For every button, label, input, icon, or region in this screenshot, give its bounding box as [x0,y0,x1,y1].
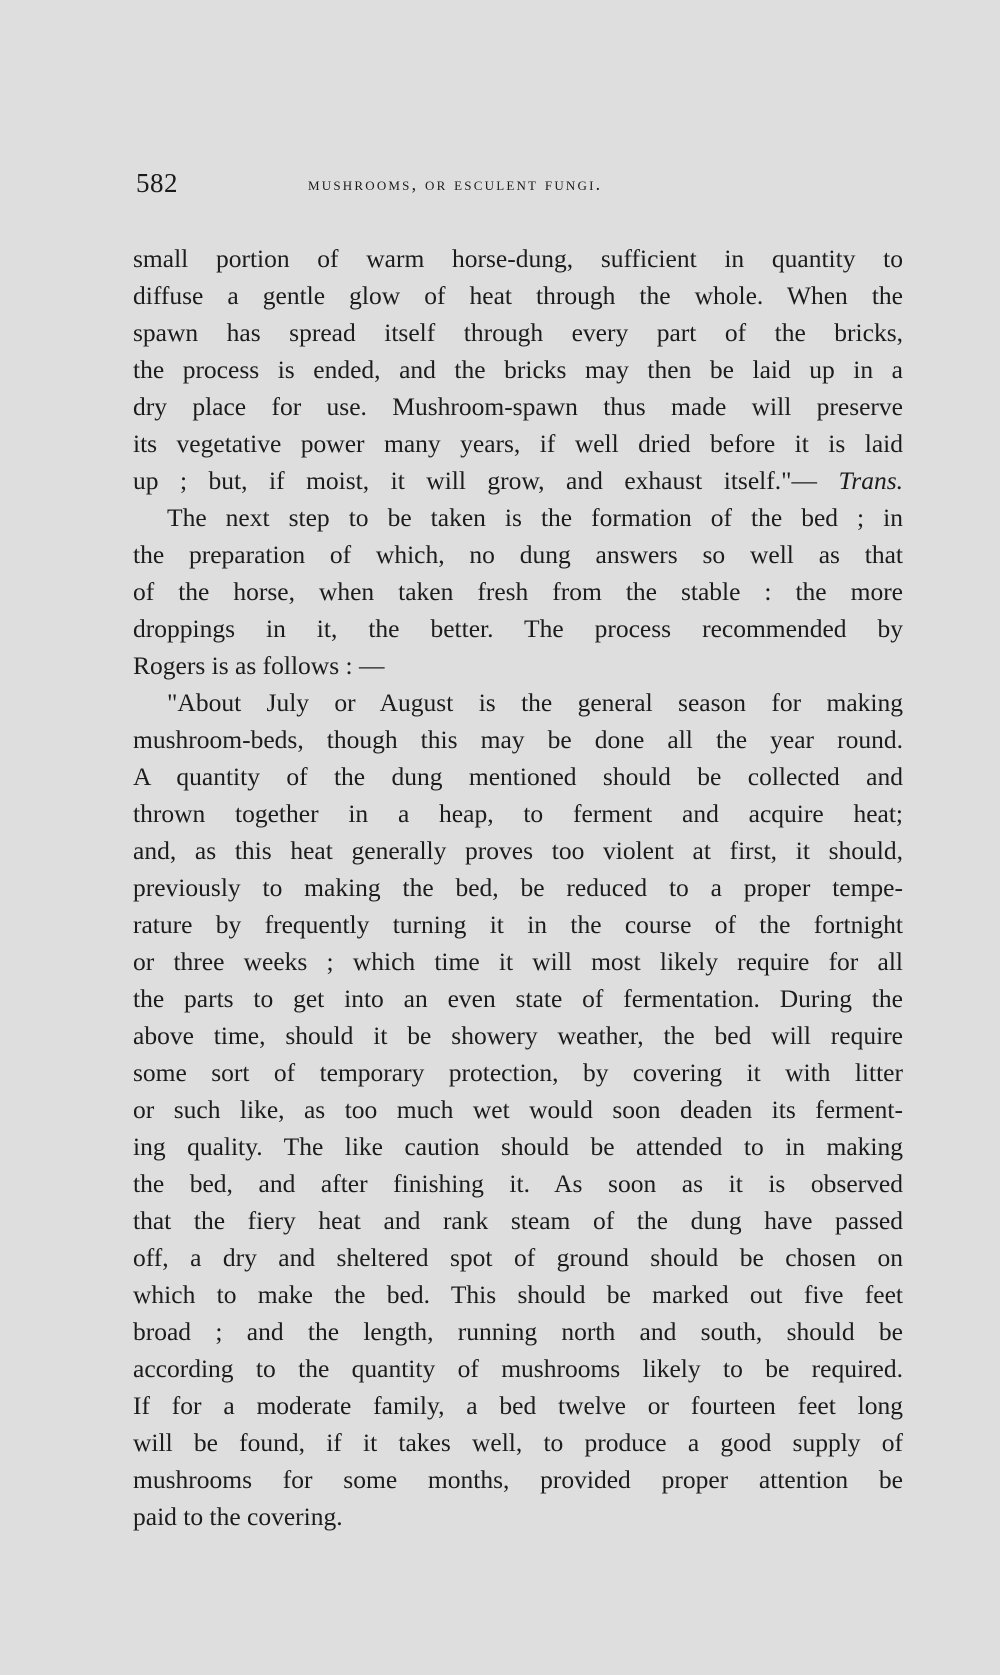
text-line [133,1350,903,1387]
text-line-content: thrown together in a heap, to ferment and acquire heat; [133,799,903,828]
page-header [136,166,906,206]
text-line-content: mushrooms for some months, provided proper attention be [133,1465,903,1494]
text-line [133,1165,903,1202]
text-line [133,314,903,351]
text-line-content: up ; but, if moist, it will grow, and exhaust itself."— [133,466,839,495]
text-line-content: A quantity of the dung mentioned should be collected and [133,762,903,791]
text-line-content: broad ; and the length, running north and south, should be [133,1317,903,1346]
text-line [133,1239,903,1276]
text-line-content: rature by frequently turning it in the course of the fortnight [133,910,903,939]
text-line [133,1424,903,1461]
text-line [133,1313,903,1350]
text-line-content: If for a moderate family, a bed twelve or fourteen feet long [133,1391,903,1420]
text-line-content: paid to the covering. [133,1502,343,1531]
text-line-content: mushroom-beds, though this may be done all the year round. [133,725,903,754]
page-number: 582 [136,168,178,198]
text-line-content: small portion of warm horse-dung, sufficient in quantity to [133,244,903,273]
italic-attribution: Trans. [838,466,903,495]
text-line [133,1091,903,1128]
text-line-content: The next step to be taken is the formation of the bed ; in [167,503,903,532]
text-line [133,1202,903,1239]
text-line [133,1054,903,1091]
text-line [133,388,903,425]
text-line [133,277,903,314]
text-line-content: ing quality. The like caution should be attended to in making [133,1132,903,1161]
text-line [133,573,903,610]
text-line-content: the bed, and after finishing it. As soon as it is observed [133,1169,903,1198]
text-line-content: according to the quantity of mushrooms likely to be required. [133,1354,903,1383]
text-line [133,351,903,388]
text-line [133,240,903,277]
body-text [133,240,903,1535]
text-line-content: the process is ended, and the bricks may then be laid up in a [133,355,903,384]
text-line [133,684,903,721]
text-line [133,1017,903,1054]
text-line [133,1276,903,1313]
text-line-content: or three weeks ; which time it will most likely require for all [133,947,903,976]
text-line [133,462,903,499]
text-line-content: the preparation of which, no dung answers so well as that [133,540,903,569]
text-line [133,758,903,795]
text-line-content: some sort of temporary protection, by covering it with litter [133,1058,903,1087]
text-line-content: above time, should it be showery weather, the bed will require [133,1021,903,1050]
text-line [133,425,903,462]
text-line [133,647,903,684]
text-line [133,610,903,647]
text-line-content: diffuse a gentle glow of heat through the whole. When the [133,281,903,310]
text-line-content: that the fiery heat and rank steam of the dung have passed [133,1206,903,1235]
text-line-content: of the horse, when taken fresh from the stable : the more [133,577,903,606]
text-line-content: spawn has spread itself through every part of the bricks, [133,318,903,347]
text-line [133,832,903,869]
text-line-content: which to make the bed. This should be marked out five feet [133,1280,903,1309]
text-line-content: and, as this heat generally proves too violent at first, it should, [133,836,903,865]
text-line-content: or such like, as too much wet would soon deaden its ferment- [133,1095,903,1124]
text-line [133,721,903,758]
text-line-content: Rogers is as follows : — [133,651,385,680]
text-line-content: the parts to get into an even state of fermentation. During the [133,984,903,1013]
text-line [133,1387,903,1424]
text-line [133,1461,903,1498]
text-line [133,1498,903,1535]
text-line-content: previously to making the bed, be reduced to a proper tempe- [133,873,903,902]
text-line [133,795,903,832]
text-line [133,499,903,536]
text-line-content: off, a dry and sheltered spot of ground should be chosen on [133,1243,903,1272]
text-line [133,943,903,980]
text-line [133,536,903,573]
text-line [133,980,903,1017]
text-line-content: dry place for use. Mushroom-spawn thus made will preserve [133,392,903,421]
text-line-content: "About July or August is the general season for making [167,688,903,717]
text-line [133,869,903,906]
text-line-content: its vegetative power many years, if well dried before it is laid [133,429,903,458]
text-line [133,906,903,943]
text-line-content: will be found, if it takes well, to produce a good supply of [133,1428,903,1457]
text-line-content: droppings in it, the better. The process recommended by [133,614,903,643]
running-head: mushrooms, or esculent fungi. [308,174,603,194]
text-line [133,1128,903,1165]
